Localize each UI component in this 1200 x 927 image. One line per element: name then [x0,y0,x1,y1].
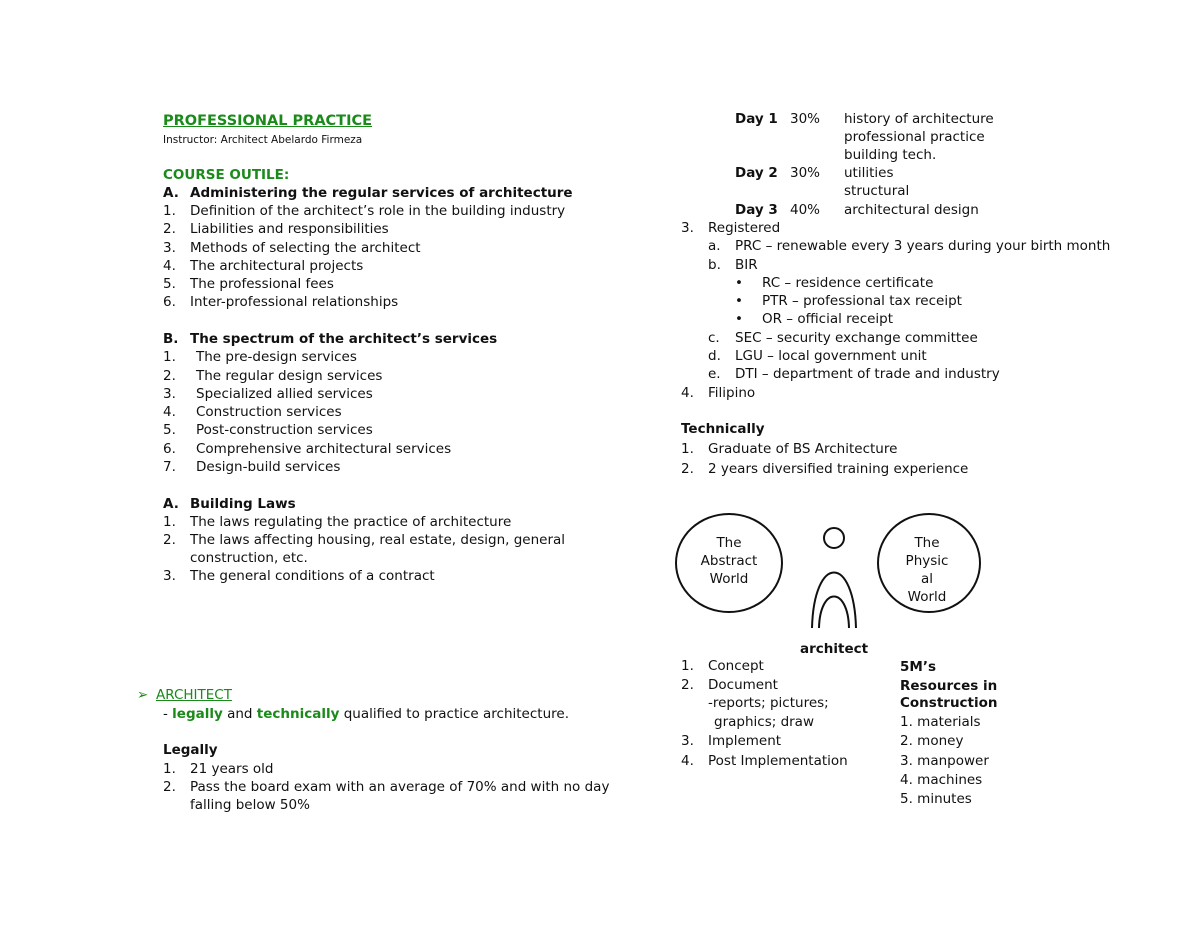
day-subject: building tech. [844,147,937,163]
section-b-heading: B. The spectrum of the architect’s services [163,331,498,347]
course-outline-heading: COURSE OUTILE: [163,167,290,183]
section-a-heading: A. Administering the regular services of architecture [163,185,573,201]
list-item: 2. 2 years diversified training experience [681,461,969,477]
architect-figure-icon [805,524,861,634]
day-label: Day 1 [735,111,778,127]
building-laws-heading: A. Building Laws [163,496,296,512]
bullet-item: • RC – residence certificate [735,275,934,291]
list-item: 3. Methods of selecting the architect [163,240,421,256]
instructor-line: Instructor: Architect Abelardo Firmeza [163,134,363,146]
list-item: 6. Comprehensive architectural services [163,441,452,457]
day-percent: 30% [790,165,821,181]
list-item: 4. machines [900,772,983,788]
bullet-item: • PTR – professional tax receipt [735,293,962,309]
list-item: 1. Concept [681,658,764,674]
day-subject: history of architecture [844,111,994,127]
bullet-item: • OR – official receipt [735,311,894,327]
list-item: 3. Specialized allied services [163,386,373,402]
list-item-continuation: falling below 50% [190,797,310,813]
list-item-continuation: graphics; draw [714,714,814,730]
list-item: 2. money [900,733,964,749]
list-item: 5. Post-construction services [163,422,373,438]
page-title: PROFESSIONAL PRACTICE [163,113,373,129]
list-item: 1. The pre-design services [163,349,357,365]
list-item: 4. The architectural projects [163,258,364,274]
list-item: 7. Design-build services [163,459,341,475]
physical-world-label: The Physic al World [905,535,949,605]
day-label: Day 2 [735,165,778,181]
arrow-bullet-icon: ➢ [137,687,149,703]
list-item: 2. The regular design services [163,368,383,384]
list-item: 1. 21 years old [163,761,274,777]
abstract-world-label: The Abstract World [700,535,758,587]
architect-definition: - legally and technically qualified to practice architecture. [163,706,569,722]
list-item-continuation: -reports; pictures; [708,695,829,711]
architect-label: architect [800,641,869,657]
sub-item: b. BIR [708,257,758,273]
fivems-title: Construction [900,695,998,711]
fivems-title: Resources in [900,678,998,694]
list-item: 1. The laws regulating the practice of architecture [163,514,512,530]
list-item: 3. manpower [900,753,989,769]
day-subject: structural [844,183,910,199]
bullet-icon: • [735,293,743,309]
list-item: 1. Definition of the architect’s role in the building industry [163,203,566,219]
day-subject: professional practice [844,129,985,145]
day-subject: utilities [844,165,894,181]
list-item: 3. The general conditions of a contract [163,568,435,584]
list-item: 6. Inter-professional relationships [163,294,399,310]
sub-item: d. LGU – local government unit [708,348,927,364]
list-item: 3. Implement [681,733,782,749]
day-label: Day 3 [735,202,778,218]
day-percent: 30% [790,111,821,127]
list-item: 5. The professional fees [163,276,334,292]
list-item: 4. Construction services [163,404,342,420]
technically-heading: Technically [681,421,765,437]
list-item: 2. Document [681,677,778,693]
day-subject: architectural design [844,202,979,218]
list-item-continuation: construction, etc. [190,550,308,566]
list-item: 1. materials [900,714,981,730]
list-item: 1. Graduate of BS Architecture [681,441,898,457]
sub-item: e. DTI – department of trade and industry [708,366,1000,382]
list-item: 5. minutes [900,791,972,807]
list-item: 2. Liabilities and responsibilities [163,221,389,237]
bullet-icon: • [735,311,743,327]
sub-item: c. SEC – security exchange committee [708,330,978,346]
legally-heading: Legally [163,742,218,758]
day-percent: 40% [790,202,821,218]
architect-heading: ➢ ARCHITECT [137,687,232,703]
filipino-item: 4. Filipino [681,385,756,401]
list-item: 2. The laws affecting housing, real estate, design, general [163,532,566,548]
registered-item: 3. Registered [681,220,781,236]
bullet-icon: • [735,275,743,291]
sub-item: a. PRC – renewable every 3 years during your birth month [708,238,1111,254]
list-item: 2. Pass the board exam with an average of 70% and with no day [163,779,610,795]
fivems-title: 5M’s [900,659,936,675]
list-item: 4. Post Implementation [681,753,848,769]
